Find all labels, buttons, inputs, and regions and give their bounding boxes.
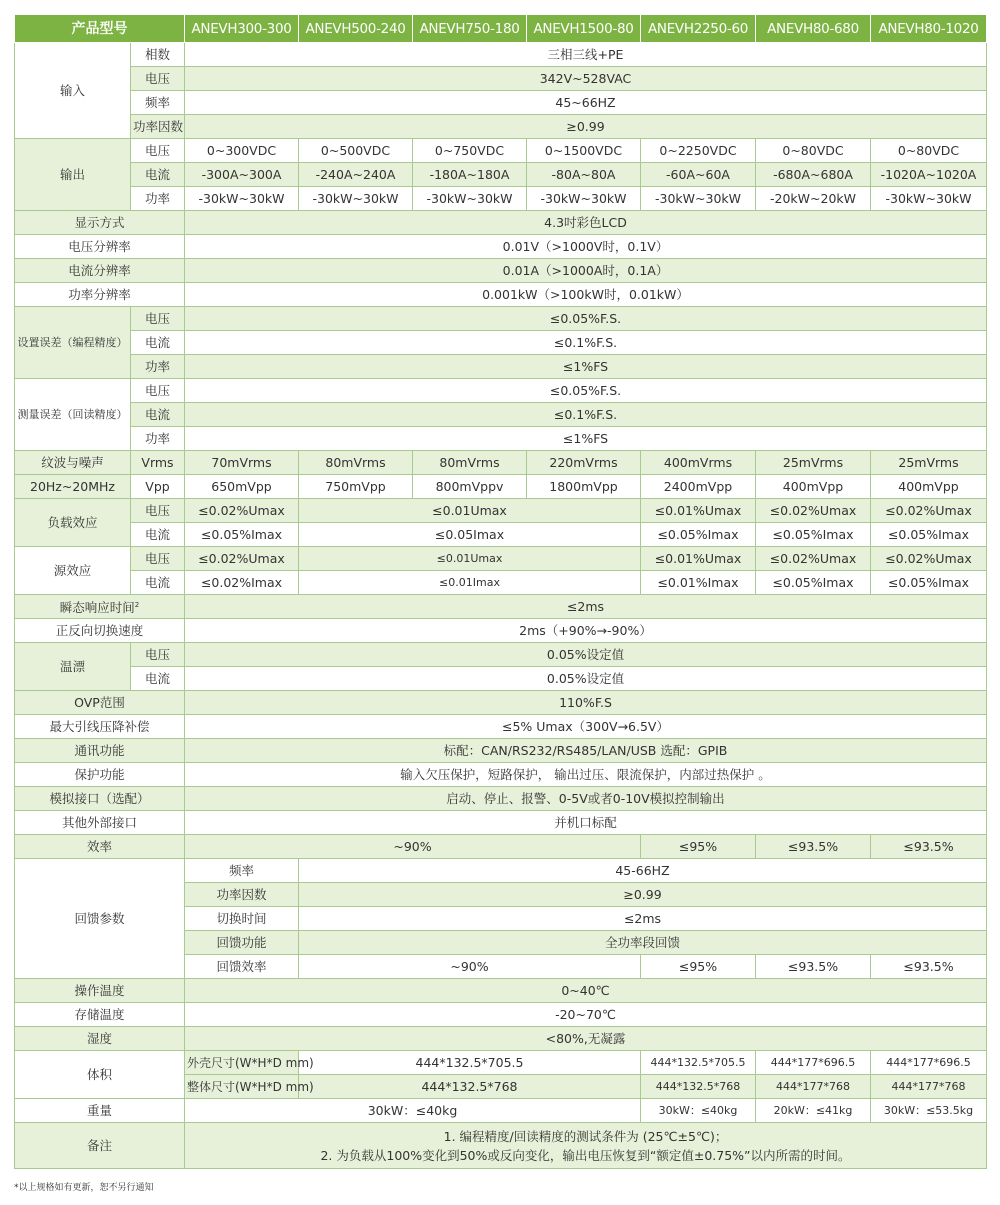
table-cell: 444*177*696.5 <box>871 1051 987 1075</box>
transient-footnote-mark: 2 <box>134 600 140 609</box>
temp-drift-voltage-row <box>15 643 987 667</box>
table-cell: 25mVrms <box>871 451 987 475</box>
feedback-switch-label: 切换时间 <box>185 907 299 931</box>
temp-drift-voltage-value: 0.05%设定值 <box>185 643 987 667</box>
table-cell: ≤0.02%Umax <box>185 547 299 571</box>
ovp-row <box>15 691 987 715</box>
measure-error-voltage-label: 电压 <box>131 379 185 403</box>
line-drop-label: 最大引线压降补偿 <box>15 715 185 739</box>
table-cell: 220mVrms <box>527 451 641 475</box>
load-effect-voltage-row <box>15 499 987 523</box>
feedback-label: 回馈参数 <box>15 859 185 979</box>
source-effect-current-row <box>15 571 987 595</box>
table-cell: 444*132.5*705.5 <box>299 1051 641 1075</box>
table-cell: ≤95% <box>641 835 756 859</box>
protection-label: 保护功能 <box>15 763 185 787</box>
model-name: ANEVH80-1020 <box>871 15 987 43</box>
current-resolution-row <box>15 259 987 283</box>
measure-error-power-value: ≤1%FS <box>185 427 987 451</box>
model-name: ANEVH1500-80 <box>527 15 641 43</box>
table-cell: 650mVpp <box>185 475 299 499</box>
voltage-resolution-value: 0.01V（>1000V时，0.1V） <box>185 235 987 259</box>
measure-error-voltage-row <box>15 379 987 403</box>
footnote: *以上规格如有更新，恕不另行通知 <box>14 1183 154 1193</box>
ripple-label-line1: 纹波与噪声 <box>15 451 131 475</box>
header-title: 产品型号 <box>15 15 185 43</box>
table-cell: ≤0.02%Umax <box>871 499 987 523</box>
table-cell: 444*177*768 <box>756 1075 871 1099</box>
input-phase-label: 相数 <box>131 43 185 67</box>
humidity-row <box>15 1027 987 1051</box>
ovp-label: OVP范围 <box>15 691 185 715</box>
transient-label <box>15 595 185 619</box>
table-cell: 0~2250VDC <box>641 139 756 163</box>
efficiency-row <box>15 835 987 859</box>
table-cell: ~90% <box>185 835 641 859</box>
table-cell: 30kW：≤53.5kg <box>871 1099 987 1123</box>
humidity-label: 湿度 <box>15 1027 185 1051</box>
table-cell: -30kW~30kW <box>527 187 641 211</box>
table-cell: 444*132.5*768 <box>299 1075 641 1099</box>
table-cell: 80mVrms <box>299 451 413 475</box>
ripple-rms-label: Vrms <box>131 451 185 475</box>
comm-value: 标配：CAN/RS232/RS485/LAN/USB 选配：GPIB <box>185 739 987 763</box>
switch-speed-value: 2ms（+90%→-90%） <box>185 619 987 643</box>
input-phase-value: 三相三线+PE <box>185 43 987 67</box>
source-effect-voltage-row <box>15 547 987 571</box>
table-cell: 444*177*768 <box>871 1075 987 1099</box>
table-cell: 750mVpp <box>299 475 413 499</box>
comm-label: 通讯功能 <box>15 739 185 763</box>
output-label: 输出 <box>15 139 131 211</box>
table-cell: ≤0.02%Umax <box>185 499 299 523</box>
transient-value: ≤2ms <box>185 595 987 619</box>
table-cell: ≤0.05%Imax <box>871 571 987 595</box>
setting-error-power-row <box>15 355 987 379</box>
storage-temp-label: 存储温度 <box>15 1003 185 1027</box>
table-cell: ≤0.02%Umax <box>871 547 987 571</box>
table-cell: 800mVppv <box>413 475 527 499</box>
remarks-label: 备注 <box>15 1123 185 1169</box>
output-current-label: 电流 <box>131 163 185 187</box>
input-pf-label: 功率因数 <box>131 115 185 139</box>
storage-temp-value: -20~70℃ <box>185 1003 987 1027</box>
table-cell: ≤0.01Umax <box>299 547 641 571</box>
table-cell: ≤0.01%Umax <box>641 499 756 523</box>
switch-speed-row <box>15 619 987 643</box>
table-cell: 400mVrms <box>641 451 756 475</box>
table-cell: 400mVpp <box>871 475 987 499</box>
table-cell: -300A~300A <box>185 163 299 187</box>
source-effect-current-label: 电流 <box>131 571 185 595</box>
volume-shell-row <box>15 1051 987 1075</box>
op-temp-value: 0~40℃ <box>185 979 987 1003</box>
table-cell: 2400mVpp <box>641 475 756 499</box>
feedback-function-label: 回馈功能 <box>185 931 299 955</box>
temp-drift-current-value: 0.05%设定值 <box>185 667 987 691</box>
table-cell: 30kW：≤40kg <box>641 1099 756 1123</box>
output-voltage-row <box>15 139 987 163</box>
measure-error-current-row <box>15 403 987 427</box>
output-power-row <box>15 187 987 211</box>
model-name: ANEVH300-300 <box>185 15 299 43</box>
current-resolution-value: 0.01A（>1000A时，0.1A） <box>185 259 987 283</box>
table-cell: -30kW~30kW <box>413 187 527 211</box>
feedback-pf-value: ≥0.99 <box>299 883 987 907</box>
switch-speed-label: 正反向切换速度 <box>15 619 185 643</box>
feedback-frequency-value: 45-66HZ <box>299 859 987 883</box>
line-drop-value: ≤5% Umax（300V→6.5V） <box>185 715 987 739</box>
input-voltage-label: 电压 <box>131 67 185 91</box>
output-voltage-label: 电压 <box>131 139 185 163</box>
humidity-value: <80%,无凝露 <box>185 1027 987 1051</box>
table-cell: -80A~80A <box>527 163 641 187</box>
table-cell: -1020A~1020A <box>871 163 987 187</box>
load-effect-label: 负载效应 <box>15 499 131 547</box>
efficiency-label: 效率 <box>15 835 185 859</box>
table-cell: ≤93.5% <box>756 955 871 979</box>
input-label: 输入 <box>15 43 131 139</box>
table-cell: 80mVrms <box>413 451 527 475</box>
display-label: 显示方式 <box>15 211 185 235</box>
table-cell: ≤93.5% <box>871 835 987 859</box>
table-cell: ≤0.01%Imax <box>641 571 756 595</box>
table-cell: -180A~180A <box>413 163 527 187</box>
ripple-rms-row <box>15 451 987 475</box>
table-cell: ≤0.05%Imax <box>641 523 756 547</box>
table-cell: ≤0.01Umax <box>299 499 641 523</box>
table-cell: -20kW~20kW <box>756 187 871 211</box>
table-cell: -680A~680A <box>756 163 871 187</box>
table-cell: 0~80VDC <box>871 139 987 163</box>
setting-error-current-row <box>15 331 987 355</box>
table-cell: 0~80VDC <box>756 139 871 163</box>
measure-error-power-label: 功率 <box>131 427 185 451</box>
temp-drift-voltage-label: 电压 <box>131 643 185 667</box>
power-resolution-value: 0.001kW（>100kW时，0.01kW） <box>185 283 987 307</box>
weight-row <box>15 1099 987 1123</box>
table-cell: 0~750VDC <box>413 139 527 163</box>
table-cell: -240A~240A <box>299 163 413 187</box>
ripple-label-line2: 20Hz~20MHz <box>15 475 131 499</box>
table-cell: 1800mVpp <box>527 475 641 499</box>
load-effect-current-label: 电流 <box>131 523 185 547</box>
table-cell: ≤93.5% <box>756 835 871 859</box>
remarks-line-1: 1. 编程精度/回读精度的测试条件为 (25℃±5℃)； <box>443 1128 728 1144</box>
table-cell: ≤0.05%Imax <box>756 523 871 547</box>
temp-drift-current-label: 电流 <box>131 667 185 691</box>
remarks-line-2: 2. 为负载从100%变化到50%或反向变化，输出电压恢复到“额定值±0.75%”以内所需的时间。 <box>320 1147 851 1163</box>
voltage-resolution-row <box>15 235 987 259</box>
transient-label-text: 瞬态响应时间 <box>59 600 135 616</box>
table-cell: ≤0.02%Imax <box>185 571 299 595</box>
output-current-row <box>15 163 987 187</box>
storage-temp-row <box>15 1003 987 1027</box>
volume-shell-label: 外壳尺寸(W*H*D mm) <box>185 1051 299 1075</box>
setting-error-power-label: 功率 <box>131 355 185 379</box>
input-phase-row <box>15 43 987 67</box>
input-frequency-value: 45~66HZ <box>185 91 987 115</box>
setting-error-voltage-value: ≤0.05%F.S. <box>185 307 987 331</box>
table-cell: 0~500VDC <box>299 139 413 163</box>
table-cell: -60A~60A <box>641 163 756 187</box>
table-cell: 444*132.5*705.5 <box>641 1051 756 1075</box>
line-drop-row <box>15 715 987 739</box>
power-resolution-row <box>15 283 987 307</box>
other-iface-row <box>15 811 987 835</box>
source-effect-voltage-label: 电压 <box>131 547 185 571</box>
table-cell: 0~1500VDC <box>527 139 641 163</box>
ripple-pp-label: Vpp <box>131 475 185 499</box>
other-iface-value: 并机口标配 <box>185 811 987 835</box>
table-cell: 400mVpp <box>756 475 871 499</box>
measure-error-power-row <box>15 427 987 451</box>
setting-error-voltage-row <box>15 307 987 331</box>
input-frequency-label: 频率 <box>131 91 185 115</box>
ripple-pp-row <box>15 475 987 499</box>
table-cell: 0~300VDC <box>185 139 299 163</box>
feedback-frequency-label: 频率 <box>185 859 299 883</box>
spec-table <box>14 14 987 1169</box>
weight-label: 重量 <box>15 1099 185 1123</box>
remarks-value <box>185 1123 987 1169</box>
display-value: 4.3吋彩色LCD <box>185 211 987 235</box>
table-cell: 20kW：≤41kg <box>756 1099 871 1123</box>
transient-row <box>15 595 987 619</box>
load-effect-voltage-label: 电压 <box>131 499 185 523</box>
output-power-label: 功率 <box>131 187 185 211</box>
feedback-pf-label: 功率因数 <box>185 883 299 907</box>
header-row <box>15 15 987 43</box>
table-cell: ≤0.01Imax <box>299 571 641 595</box>
feedback-efficiency-label: 回馈效率 <box>185 955 299 979</box>
current-resolution-label: 电流分辨率 <box>15 259 185 283</box>
model-name: ANEVH500-240 <box>299 15 413 43</box>
source-effect-label: 源效应 <box>15 547 131 595</box>
setting-error-power-value: ≤1%FS <box>185 355 987 379</box>
table-cell: -30kW~30kW <box>641 187 756 211</box>
setting-error-current-label: 电流 <box>131 331 185 355</box>
remarks-row <box>15 1123 987 1169</box>
table-cell: -30kW~30kW <box>871 187 987 211</box>
measure-error-current-label: 电流 <box>131 403 185 427</box>
table-cell: ≤0.05%Imax <box>871 523 987 547</box>
load-effect-current-row <box>15 523 987 547</box>
op-temp-label: 操作温度 <box>15 979 185 1003</box>
feedback-function-value: 全功率段回馈 <box>299 931 987 955</box>
input-pf-row <box>15 115 987 139</box>
input-pf-value: ≥0.99 <box>185 115 987 139</box>
comm-row <box>15 739 987 763</box>
table-cell: ≤0.05Imax <box>299 523 641 547</box>
temp-drift-label: 温漂 <box>15 643 131 691</box>
protection-value: 输入欠压保护，短路保护， 输出过压、限流保护，内部过热保护 。 <box>185 763 987 787</box>
analog-row <box>15 787 987 811</box>
table-cell: ≤0.02%Umax <box>756 547 871 571</box>
analog-label: 模拟接口（选配） <box>15 787 185 811</box>
model-name: ANEVH750-180 <box>413 15 527 43</box>
volume-overall-label: 整体尺寸(W*H*D mm) <box>185 1075 299 1099</box>
table-cell: 444*132.5*768 <box>641 1075 756 1099</box>
table-cell: ~90% <box>299 955 641 979</box>
temp-drift-current-row <box>15 667 987 691</box>
input-voltage-value: 342V~528VAC <box>185 67 987 91</box>
table-cell: ≤0.01%Umax <box>641 547 756 571</box>
table-cell: 25mVrms <box>756 451 871 475</box>
input-voltage-row <box>15 67 987 91</box>
table-cell: -30kW~30kW <box>299 187 413 211</box>
ovp-value: 110%F.S <box>185 691 987 715</box>
table-cell: ≤95% <box>641 955 756 979</box>
measure-error-current-value: ≤0.1%F.S. <box>185 403 987 427</box>
feedback-switch-value: ≤2ms <box>299 907 987 931</box>
measure-error-label: 测量误差（回读精度） <box>15 379 131 451</box>
model-name: ANEVH2250-60 <box>641 15 756 43</box>
table-cell: 444*177*696.5 <box>756 1051 871 1075</box>
volume-label: 体积 <box>15 1051 185 1099</box>
protection-row <box>15 763 987 787</box>
op-temp-row <box>15 979 987 1003</box>
model-name: ANEVH80-680 <box>756 15 871 43</box>
setting-error-label: 设置误差（编程精度） <box>15 307 131 379</box>
input-frequency-row <box>15 91 987 115</box>
table-cell: ≤0.05%Imax <box>185 523 299 547</box>
voltage-resolution-label: 电压分辨率 <box>15 235 185 259</box>
table-cell: ≤0.02%Umax <box>756 499 871 523</box>
table-cell: 30kW：≤40kg <box>185 1099 641 1123</box>
measure-error-voltage-value: ≤0.05%F.S. <box>185 379 987 403</box>
table-cell: ≤93.5% <box>871 955 987 979</box>
setting-error-current-value: ≤0.1%F.S. <box>185 331 987 355</box>
feedback-frequency-row <box>15 859 987 883</box>
table-cell: ≤0.05%Imax <box>756 571 871 595</box>
other-iface-label: 其他外部接口 <box>15 811 185 835</box>
power-resolution-label: 功率分辨率 <box>15 283 185 307</box>
display-row <box>15 211 987 235</box>
table-cell: 70mVrms <box>185 451 299 475</box>
setting-error-voltage-label: 电压 <box>131 307 185 331</box>
analog-value: 启动、停止、报警、0-5V或者0-10V模拟控制输出 <box>185 787 987 811</box>
table-cell: -30kW~30kW <box>185 187 299 211</box>
